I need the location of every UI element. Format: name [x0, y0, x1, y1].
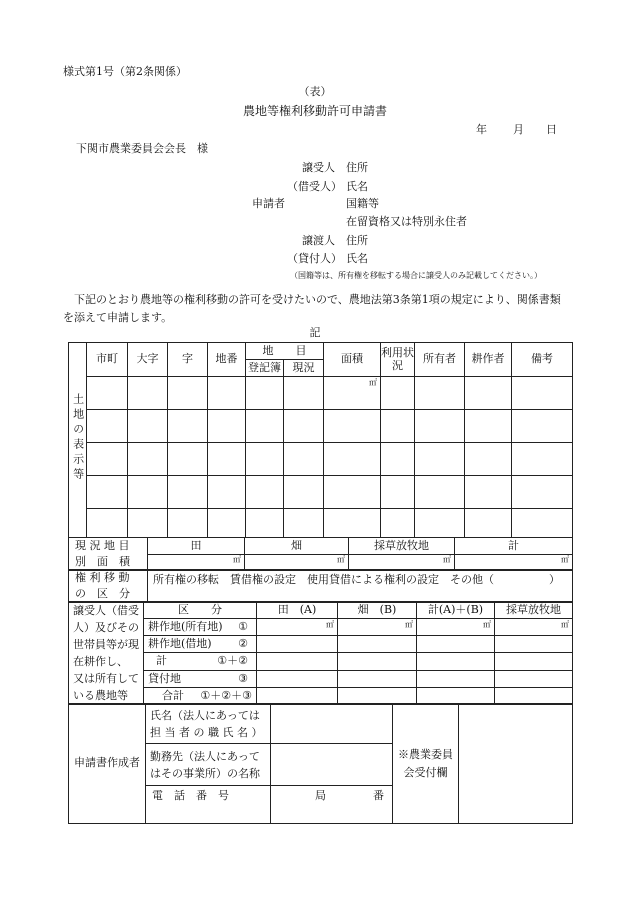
area-unit: ㎡ [369, 378, 377, 387]
household-label [69, 602, 144, 705]
category-pasture: 採草放牧地 [349, 538, 455, 555]
household-cell[interactable] [257, 653, 338, 670]
household-label-line: 在耕作し、 [73, 655, 128, 668]
header-owner: 所有者 [415, 343, 465, 377]
land-cell[interactable] [381, 476, 415, 509]
land-cell[interactable] [381, 509, 415, 538]
household-cell[interactable] [338, 653, 417, 670]
nationality-note: （国籍等は、所有権を移転する場合に譲受人のみ記載してください。） [290, 271, 542, 280]
household-table [68, 601, 573, 705]
header-city: 市町 [87, 343, 128, 377]
land-cell[interactable] [284, 410, 324, 443]
household-cell[interactable] [417, 636, 495, 653]
area-unit: ㎡ [561, 620, 569, 630]
area-unit: ㎡ [483, 620, 491, 630]
row-subtotal [144, 653, 257, 670]
household-label-line: いる農地等 [73, 689, 128, 702]
applicant-label: 申請者 [252, 197, 285, 210]
header-category: 地 目 [246, 343, 324, 360]
preparer-table [68, 703, 573, 824]
form-number: 様式第1号（第2条関係） [63, 65, 187, 78]
land-cell[interactable] [208, 509, 246, 538]
land-side-label: 土地の表示等 [71, 392, 85, 483]
land-cell[interactable] [512, 476, 573, 509]
area-unit: ㎡ [233, 555, 241, 565]
household-label-line: 譲受人（借受 [73, 604, 139, 617]
land-area-cell[interactable] [324, 377, 381, 410]
land-cell[interactable] [381, 443, 415, 476]
header-registry: 登記簿 [246, 360, 284, 377]
area-unit: ㎡ [443, 555, 451, 565]
current-area-label [69, 538, 148, 571]
household-label-line: 世帯員等が現 [73, 638, 139, 651]
area-unit: ㎡ [405, 620, 413, 630]
land-cell[interactable] [168, 377, 208, 410]
row-leased [144, 636, 257, 653]
col-ta: 田 (A) [257, 602, 338, 619]
land-cell[interactable] [284, 509, 324, 538]
land-cell[interactable] [168, 410, 208, 443]
land-cell[interactable] [246, 476, 284, 509]
owned-total-cell[interactable] [417, 619, 495, 636]
row-label: 耕作地(借地) [148, 637, 212, 651]
nationality-label: 国籍等 [346, 197, 379, 210]
land-cell[interactable] [415, 410, 465, 443]
preparer-office-label [146, 744, 271, 786]
land-cell[interactable] [208, 410, 246, 443]
committee-label-2: 会受付欄 [403, 765, 448, 779]
lender-label: （貸付人） [287, 252, 342, 265]
col-total: 計(A)＋(B) [417, 602, 495, 619]
land-cell[interactable] [512, 443, 573, 476]
owned-ta-cell[interactable] [257, 619, 338, 636]
rights-label-1: 権 利 移 動 [75, 571, 130, 584]
household-cell[interactable] [495, 653, 573, 670]
preparer-phone-label: 電 話 番 号 [146, 786, 271, 824]
preparer-label: 申請書作成者 [69, 704, 146, 824]
household-cell[interactable] [417, 653, 495, 670]
household-cell[interactable] [495, 687, 573, 704]
land-cell[interactable] [246, 410, 284, 443]
land-table [68, 342, 573, 538]
rights-options[interactable]: 所有権の移転 賃借権の設定 使用貸借による権利の設定 その他（ ） [148, 570, 573, 603]
land-cell[interactable] [465, 410, 512, 443]
land-cell[interactable] [128, 377, 168, 410]
rights-label-2: の 区 分 [75, 587, 130, 600]
land-cell[interactable] [208, 443, 246, 476]
land-cell[interactable] [246, 509, 284, 538]
land-cell[interactable] [324, 476, 381, 509]
col-kubun: 区 分 [144, 602, 257, 619]
land-cell[interactable] [415, 476, 465, 509]
land-cell[interactable] [465, 377, 512, 410]
row-label: 耕作地(所有地) [148, 620, 223, 634]
phone-number-label: 番 [373, 789, 384, 802]
addressee: 下関市農業委員会会長 様 [76, 142, 208, 155]
land-cell[interactable] [128, 443, 168, 476]
preparer-name-value[interactable] [271, 704, 393, 744]
row-grand-total [144, 687, 257, 704]
residence-status-label: 在留資格又は特別永住者 [346, 215, 467, 228]
land-cell[interactable] [246, 377, 284, 410]
row-number: ①＋②＋③ [200, 688, 252, 702]
header-cultivator: 耕作者 [465, 343, 512, 377]
col-hata: 畑 (B) [338, 602, 417, 619]
current-area-label-1: 現 況 地 目 [75, 539, 130, 552]
preparer-name-label-2: 担 当 者 の 職 氏 名 ） [150, 725, 263, 739]
land-side-label-cell [69, 343, 87, 538]
preparer-office-label-1: 勤務先（法人にあって [150, 749, 260, 763]
land-cell[interactable] [208, 377, 246, 410]
land-cell[interactable] [324, 443, 381, 476]
land-cell[interactable] [128, 509, 168, 538]
date-month: 月 [513, 123, 524, 136]
household-cell[interactable] [257, 687, 338, 704]
assignor-name-label: 氏名 [346, 252, 368, 265]
household-cell[interactable] [257, 670, 338, 687]
household-cell[interactable] [495, 636, 573, 653]
household-cell[interactable] [417, 687, 495, 704]
land-cell[interactable] [324, 509, 381, 538]
row-number: ① [238, 620, 248, 634]
rights-table [68, 569, 573, 603]
land-cell[interactable] [128, 476, 168, 509]
land-cell[interactable] [168, 476, 208, 509]
land-cell[interactable] [246, 443, 284, 476]
header-current: 現況 [284, 360, 324, 377]
land-cell[interactable] [284, 443, 324, 476]
date-day: 日 [546, 123, 557, 136]
row-label: 合計 [162, 688, 184, 702]
committee-label-1: ※農業委員 [398, 747, 453, 761]
page-title: 農地等権利移動許可申請書 [242, 104, 387, 118]
land-cell[interactable] [128, 410, 168, 443]
owned-hata-cell[interactable] [338, 619, 417, 636]
row-label: 計 [156, 654, 167, 668]
land-cell[interactable] [381, 410, 415, 443]
land-cell[interactable] [415, 377, 465, 410]
row-owned [144, 619, 257, 636]
current-area-table [68, 537, 573, 571]
household-cell[interactable] [338, 687, 417, 704]
committee-reception-box[interactable] [459, 704, 573, 824]
rights-label [69, 570, 148, 603]
land-cell[interactable] [284, 377, 324, 410]
household-cell[interactable] [257, 636, 338, 653]
land-cell[interactable] [87, 476, 128, 509]
form-side: （表） [298, 85, 332, 98]
household-cell[interactable] [338, 636, 417, 653]
land-cell[interactable] [381, 377, 415, 410]
land-cell[interactable] [512, 509, 573, 538]
category-ta: 田 [148, 538, 245, 555]
land-cell[interactable] [512, 377, 573, 410]
land-cell[interactable] [87, 509, 128, 538]
header-oaza: 大字 [128, 343, 168, 377]
land-cell[interactable] [208, 476, 246, 509]
row-number: ② [238, 637, 248, 651]
assignee-address-label: 住所 [346, 161, 368, 174]
land-cell[interactable] [168, 443, 208, 476]
committee-reception-label [393, 704, 459, 824]
land-cell[interactable] [465, 443, 512, 476]
land-cell[interactable] [465, 476, 512, 509]
land-cell[interactable] [284, 476, 324, 509]
assignor-label: 譲渡人 [302, 234, 335, 247]
row-label: 貸付地 [148, 671, 181, 685]
current-area-label-2: 別 面 積 [75, 555, 130, 568]
land-cell[interactable] [168, 509, 208, 538]
assignor-address-label: 住所 [346, 234, 368, 247]
land-cell[interactable] [512, 410, 573, 443]
preparer-name-label-1: 氏名（法人にあっては [150, 708, 260, 722]
household-label-line: 人）及びその [73, 621, 139, 634]
land-cell[interactable] [415, 509, 465, 538]
row-lent [144, 670, 257, 687]
preparer-name-label [146, 704, 271, 744]
header-area: 面積 [324, 343, 381, 377]
row-number: ③ [238, 671, 248, 685]
phone-exchange-label: 局 [315, 789, 326, 802]
preparer-phone-value[interactable] [271, 786, 393, 824]
household-cell[interactable] [417, 670, 495, 687]
header-lot: 地番 [208, 343, 246, 377]
borrower-label: （借受人） [287, 180, 342, 193]
ki-label: 記 [309, 326, 321, 339]
header-remarks: 備考 [512, 343, 573, 377]
owned-pasture-cell[interactable] [495, 619, 573, 636]
land-cell[interactable] [87, 377, 128, 410]
assignee-label: 譲受人 [302, 161, 335, 174]
preparer-office-label-2: はその事業所）の名称 [150, 766, 260, 780]
date-year: 年 [476, 123, 487, 136]
land-cell[interactable] [87, 443, 128, 476]
row-number: ①＋② [217, 654, 248, 668]
land-cell[interactable] [415, 443, 465, 476]
area-unit: ㎡ [561, 555, 569, 565]
area-unit: ㎡ [337, 555, 345, 565]
assignee-name-label: 氏名 [346, 180, 368, 193]
land-cell[interactable] [324, 410, 381, 443]
household-cell[interactable] [495, 670, 573, 687]
intro-text: 下記のとおり農地等の権利移動の許可を受けたいので、農地法第3条第1項の規定により、関係書類を添えて申請します。 [63, 293, 561, 324]
land-cell[interactable] [465, 509, 512, 538]
header-usage: 利用状況 [381, 343, 415, 377]
area-unit: ㎡ [326, 620, 334, 630]
preparer-office-value[interactable] [271, 744, 393, 786]
category-total: 計 [455, 538, 573, 555]
category-hata: 畑 [245, 538, 349, 555]
land-cell[interactable] [87, 410, 128, 443]
household-cell[interactable] [338, 670, 417, 687]
household-label-line: 又は所有して [73, 672, 139, 685]
col-pasture: 採草放牧地 [495, 602, 573, 619]
header-aza: 字 [168, 343, 208, 377]
